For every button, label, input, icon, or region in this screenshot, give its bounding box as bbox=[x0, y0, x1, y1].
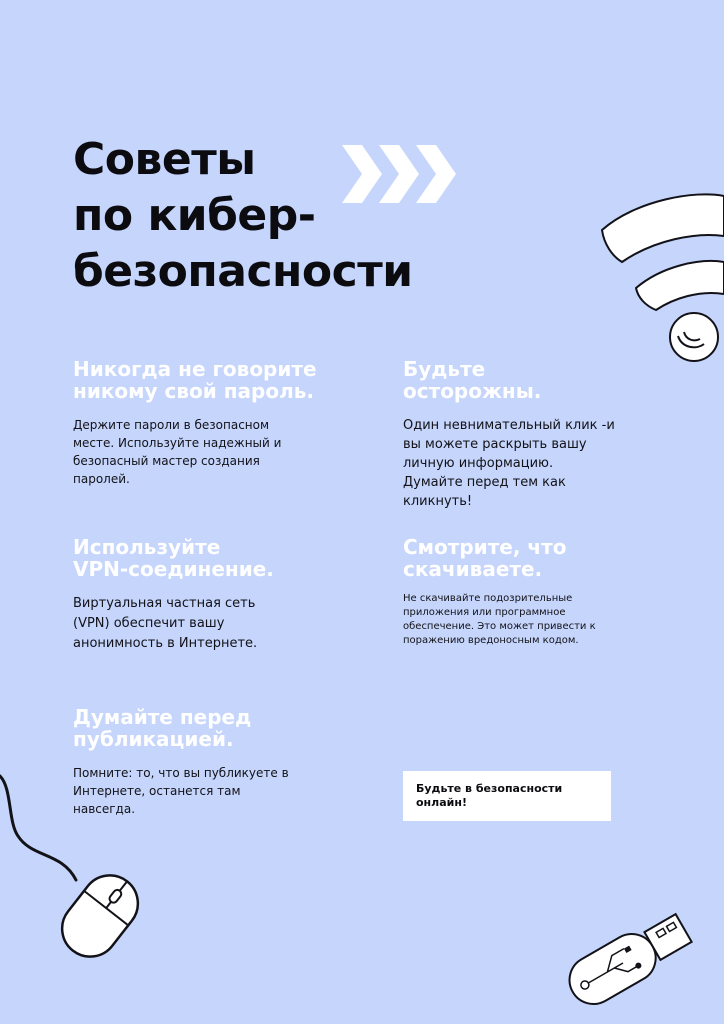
tip-heading-line: Думайте перед bbox=[73, 705, 252, 729]
tip-heading bbox=[73, 706, 373, 750]
tip-body-line: Помните: то, что вы публикуете в bbox=[73, 766, 289, 780]
tip-body-line: Не скачивайте подозрительные bbox=[403, 593, 573, 604]
tip-heading bbox=[403, 358, 703, 402]
tip-body-line: Виртуальная частная сеть bbox=[73, 596, 256, 611]
tip-heading bbox=[73, 536, 373, 580]
tip-heading-line: Используйте bbox=[73, 535, 221, 559]
page-title-line: безопасности bbox=[73, 246, 413, 297]
chevrons-right-icon bbox=[342, 143, 458, 205]
callout-line: Будьте в безопасности bbox=[416, 782, 563, 795]
tip-body-line: приложения или программное bbox=[403, 607, 566, 618]
tip-body bbox=[73, 416, 373, 488]
wifi-icon bbox=[596, 190, 724, 362]
tip-heading-line: публикацией. bbox=[73, 727, 234, 751]
tip-body bbox=[403, 592, 703, 648]
tip-heading-line: VPN-соединение. bbox=[73, 557, 274, 581]
tip-body-line: поражению вредоносным кодом. bbox=[403, 635, 579, 646]
tip-body-line: Один невнимательный клик -и bbox=[403, 418, 615, 433]
tip-passwords bbox=[73, 358, 373, 488]
tip-body-line: (VPN) обеспечит вашу bbox=[73, 616, 225, 631]
tip-body-line: вы можете раскрыть вашу bbox=[403, 437, 587, 452]
tip-body-line: Интернете, останется там bbox=[73, 784, 241, 798]
usb-drive-icon bbox=[555, 905, 695, 1015]
tip-body-line: обеспечение. Это может привести к bbox=[403, 621, 596, 632]
page-title-line: по кибер- bbox=[73, 190, 316, 241]
tip-heading-line: скачиваете. bbox=[403, 557, 543, 581]
tip-heading bbox=[73, 358, 373, 402]
tip-heading-line: осторожны. bbox=[403, 379, 542, 403]
tip-body-line: Держите пароли в безопасном bbox=[73, 418, 270, 432]
page-title-line: Советы bbox=[73, 134, 256, 185]
callout-line: онлайн! bbox=[416, 796, 467, 809]
tip-body-line: кликнуть! bbox=[403, 494, 473, 509]
tip-body bbox=[403, 416, 703, 511]
tip-heading-line: Никогда не говорите bbox=[73, 357, 317, 381]
tip-be-careful bbox=[403, 358, 703, 511]
stay-safe-callout bbox=[403, 771, 611, 821]
tip-vpn bbox=[73, 536, 373, 654]
tip-body-line: месте. Используйте надежный и bbox=[73, 436, 282, 450]
tip-heading-line: никому свой пароль. bbox=[73, 379, 314, 403]
tip-body-line: паролей. bbox=[73, 472, 130, 486]
computer-mouse-icon bbox=[0, 770, 160, 960]
tip-downloads bbox=[403, 536, 703, 648]
tip-body-line: Думайте перед тем как bbox=[403, 475, 566, 490]
tip-body-line: анонимность в Интернете. bbox=[73, 636, 258, 651]
tip-body-line: навсегда. bbox=[73, 802, 136, 816]
tip-body-line: личную информацию. bbox=[403, 456, 554, 471]
tip-body-line: безопасный мастер создания bbox=[73, 454, 260, 468]
tip-heading bbox=[403, 536, 703, 580]
tip-heading-line: Будьте bbox=[403, 357, 486, 381]
tip-heading-line: Смотрите, что bbox=[403, 535, 567, 559]
tip-body bbox=[73, 594, 373, 654]
